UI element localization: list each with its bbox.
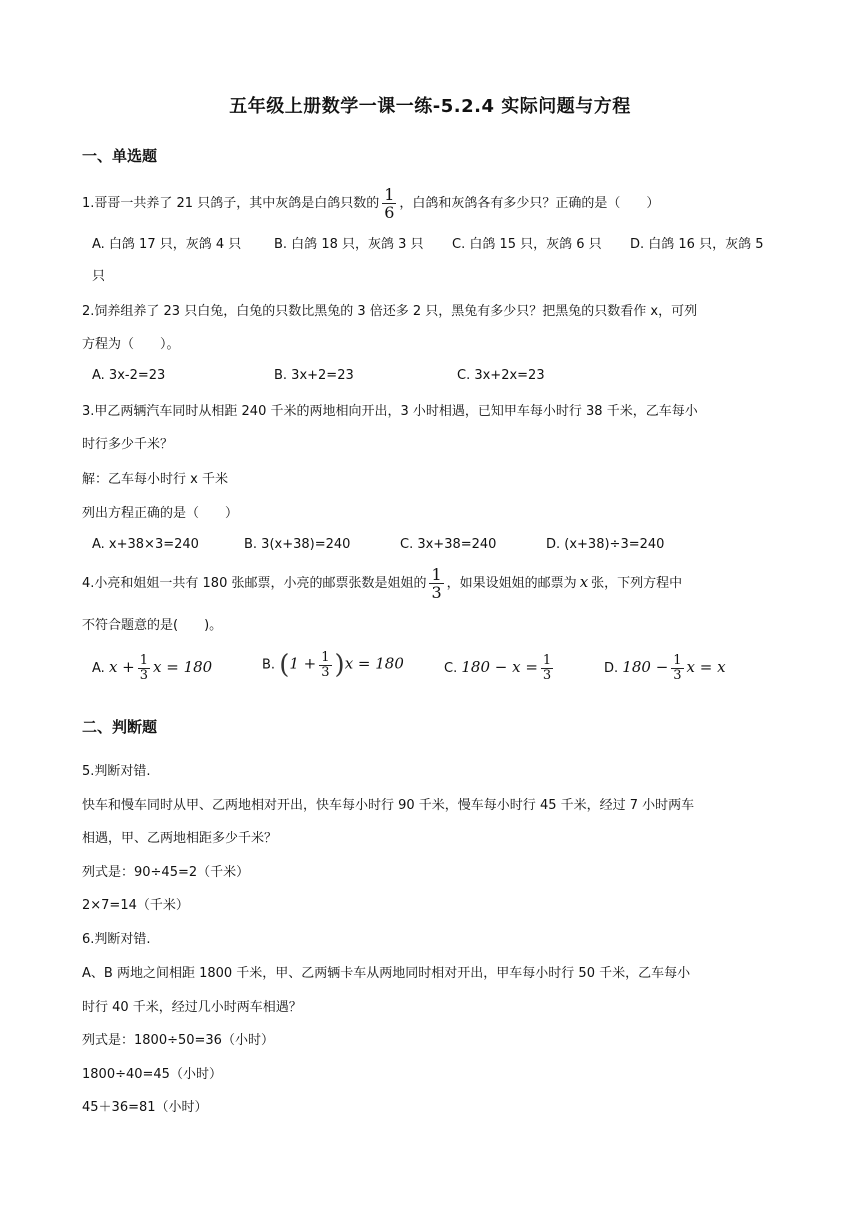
q1-option-a: A. 白鸽 17 只，灰鸽 4 只 <box>92 237 242 252</box>
q4-option-d: D. 180 − $\frac{1}{3}$ x = x <box>604 653 726 683</box>
q2-option-b: B. 3x+2=23 <box>274 368 354 383</box>
question-1-text: 1.哥哥一共养了 21 只鸽子，其中灰鸽是白鸽只数的 <box>82 196 380 211</box>
variable-x: x <box>579 573 589 591</box>
q4-option-b: B. (1 + $\frac{1}{3}$ )x = 180 <box>262 649 404 680</box>
question-1-text-end: ，白鸽和灰鸽各有多少只？正确的是（ ） <box>399 196 660 211</box>
question-4-line-2: 不符合题意的是( )。 <box>82 618 223 633</box>
question-3-line-4: 列出方程正确的是（ ） <box>82 506 239 521</box>
q1-option-b: B. 白鸽 18 只，灰鸽 3 只 <box>274 237 424 252</box>
fraction-one-third: $\frac{1}{3}$ <box>431 565 442 602</box>
document-title: 五年级上册数学一课一练-5.2.4 实际问题与方程 <box>229 96 631 117</box>
question-5-line-4: 列式是：90÷45=2（千米） <box>82 865 250 880</box>
question-3-line-3: 解：乙车每小时行 x 千米 <box>82 472 228 487</box>
question-2-line-1: 2.饲养组养了 23 只白兔，白兔的只数比黑兔的 3 倍还多 2 只，黑兔有多少只？把黑兔的只数看作 x，可列 <box>82 304 698 319</box>
section-judge: 二、判断题 <box>82 718 158 736</box>
q3-option-a: A. x+38×3=240 <box>92 537 199 552</box>
question-3-line-1: 3.甲乙两辆汽车同时从相距 240 千米的两地相向开出，3 小时相遇，已知甲车每小时行 38 千米，乙车每小 <box>82 404 698 419</box>
question-6-line-1: 6.判断对错. <box>82 932 151 947</box>
q2-option-c: C. 3x+2x=23 <box>457 368 545 383</box>
question-6-line-3: 时行 40 千米，经过几小时两车相遇？ <box>82 1000 302 1015</box>
question-6-line-6: 45＋36=81（小时） <box>82 1100 208 1115</box>
q1-option-c: C. 白鸽 15 只，灰鸽 6 只 <box>452 237 602 252</box>
section-single-choice: 一、单选题 <box>82 147 158 165</box>
question-4-text-end: 张，下列方程中 <box>591 576 683 591</box>
fraction-one-sixth: $\frac{1}{6}$ <box>384 185 395 222</box>
question-2-line-2: 方程为（ ）。 <box>82 337 180 352</box>
q3-option-b: B. 3(x+38)=240 <box>244 537 351 552</box>
question-6-line-5: 1800÷40=45（小时） <box>82 1067 222 1082</box>
question-6-line-2: A、B 两地之间相距 1800 千米，甲、乙两辆卡车从两地同时相对开出，甲车每小时行 50 千米，乙车每小 <box>82 966 691 981</box>
question-4-text-mid: ，如果设姐姐的邮票为 <box>446 576 577 591</box>
question-6-line-4: 列式是：1800÷50=36（小时） <box>82 1033 274 1048</box>
question-4-text: 4.小亮和姐姐一共有 180 张邮票，小亮的邮票张数是姐姐的 <box>82 576 427 591</box>
q1-option-d-cont: 只 <box>92 269 106 284</box>
question-1 <box>82 186 659 221</box>
q4-option-a: A. x + $\frac{1}{3}$ x = 180 <box>92 653 213 683</box>
question-5-line-3: 相遇，甲、乙两地相距多少千米？ <box>82 831 278 846</box>
q4-option-c: C. 180 − x = $\frac{1}{3}$ <box>444 653 552 683</box>
question-5-line-5: 2×7=14（千米） <box>82 898 189 913</box>
question-3-line-2: 时行多少千米？ <box>82 437 174 452</box>
question-4-line-1 <box>82 566 682 601</box>
q2-option-a: A. 3x-2=23 <box>92 368 166 383</box>
q3-option-d: D. (x+38)÷3=240 <box>546 537 665 552</box>
question-5-line-1: 5.判断对错. <box>82 764 151 779</box>
question-5-line-2: 快车和慢车同时从甲、乙两地相对开出，快车每小时行 90 千米，慢车每小时行 45 千米，经过 7 小时两车 <box>82 798 695 813</box>
q3-option-c: C. 3x+38=240 <box>400 537 497 552</box>
q1-option-d: D. 白鸽 16 只，灰鸽 5 <box>630 237 764 252</box>
